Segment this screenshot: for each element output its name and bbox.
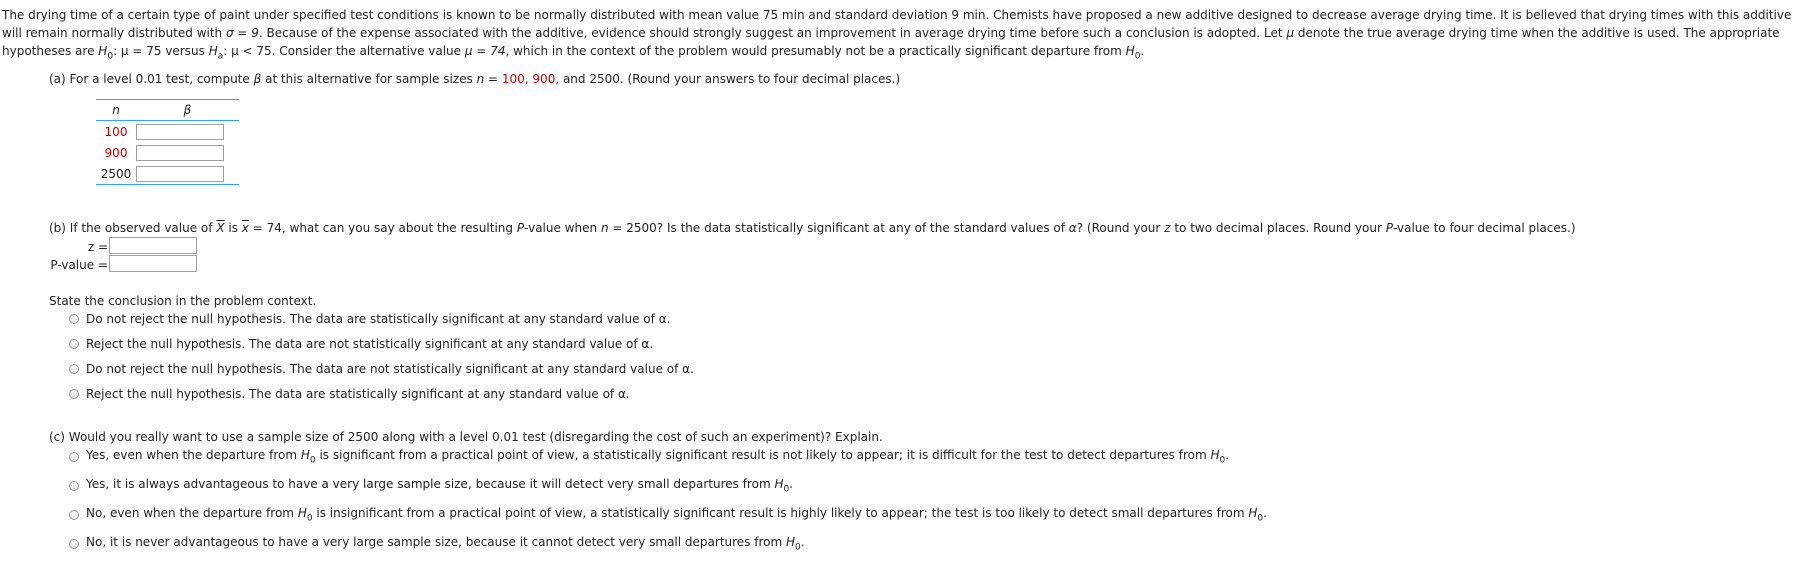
conclusion-option-4[interactable]: Reject the null hypothesis. The data are statistically significant at any standard value of α. <box>69 387 630 401</box>
problem-statement: The drying time of a certain type of paint under specified test conditions is known to be normally distributed with mean value 75 min and standard deviation 9 min. Chemists have proposed a new additive designed to decrease average drying time. It is believed that drying times with this additive will remain normally distributed with σ = 9. Because of the expense associated with the additive, evidence should strongly suggest an improvement in average drying time before such a conclusion is adopted. Let μ denote the true average drying time when the additive is used. The appropriate hypotheses are $H_0$: μ = 75 versus $H_a$: μ < 75. Consider the alternative value μ = 74, which in the context of the problem would presumably not be a practically significant departure from $H_0$. <box>2 8 1792 62</box>
conclusion-option-2[interactable]: Reject the null hypothesis. The data are not statistically significant at any standard value of α. <box>69 337 653 351</box>
explain-option-2[interactable]: Yes, it is always advantageous to have a very large sample size, because it will detect very small departures from $H_0$. <box>69 477 793 494</box>
sample-size-cell: 900 <box>104 145 128 160</box>
table-row <box>96 163 239 185</box>
part-a-question: (a) For a level 0.01 test, compute β at this alternative for sample sizes n = 100, 900, and 2500. (Round your answers to four decimal places.) <box>49 72 901 86</box>
part-b-question: (b) If the observed value of $\overline{X}$ is $\overline{x} = 74$, what can you say about the resulting P-value when n = 2500? Is the data statistically significant at any of the standard values of α? (Round your z to two decimal places. Round your P-value to four decimal places.) <box>49 221 1576 235</box>
radio-button[interactable] <box>69 510 79 520</box>
explain-option-3[interactable]: No, even when the departure from $H_0$ is insignificant from a practical point of view, a statistically significant result is highly likely to appear; the test is too likely to detect small departures from $H_0$. <box>69 506 1267 523</box>
radio-button[interactable] <box>69 339 79 349</box>
beta-input-2500[interactable] <box>136 166 224 182</box>
radio-button[interactable] <box>69 539 79 549</box>
radio-button[interactable] <box>69 452 79 462</box>
sample-size-cell: 2500 <box>96 163 136 185</box>
p-value-input[interactable] <box>109 255 197 272</box>
z-input[interactable] <box>109 237 197 254</box>
explain-option-1[interactable]: Yes, even when the departure from $H_0$ is significant from a practical point of view, a statistically significant result is not likely to appear; it is difficult for the test to detect departures from $H_0$. <box>69 448 1229 465</box>
radio-button[interactable] <box>69 314 79 324</box>
radio-button[interactable] <box>69 364 79 374</box>
table-row <box>96 142 239 163</box>
sample-size-cell: 100 <box>104 124 128 139</box>
radio-button[interactable] <box>69 389 79 399</box>
part-c-question: (c) Would you really want to use a sample size of 2500 along with a level 0.01 test (disregarding the cost of such an experiment)? Explain. <box>49 430 883 444</box>
p-value-label: P-value = <box>50 258 108 272</box>
beta-table <box>96 99 239 185</box>
conclusion-prompt: State the conclusion in the problem context. <box>49 294 317 308</box>
beta-input-100[interactable] <box>136 124 224 140</box>
beta-input-900[interactable] <box>136 145 224 161</box>
radio-button[interactable] <box>69 481 79 491</box>
column-header-beta: β <box>136 100 239 121</box>
table-row <box>96 121 239 143</box>
column-header-n: n <box>96 100 136 121</box>
conclusion-option-3[interactable]: Do not reject the null hypothesis. The data are not statistically significant at any standard value of α. <box>69 362 694 376</box>
explain-option-4[interactable]: No, it is never advantageous to have a very large sample size, because it cannot detect very small departures from $H_0$. <box>69 535 805 552</box>
z-label: z = <box>87 240 108 254</box>
conclusion-option-1[interactable]: Do not reject the null hypothesis. The data are statistically significant at any standard value of α. <box>69 312 670 326</box>
